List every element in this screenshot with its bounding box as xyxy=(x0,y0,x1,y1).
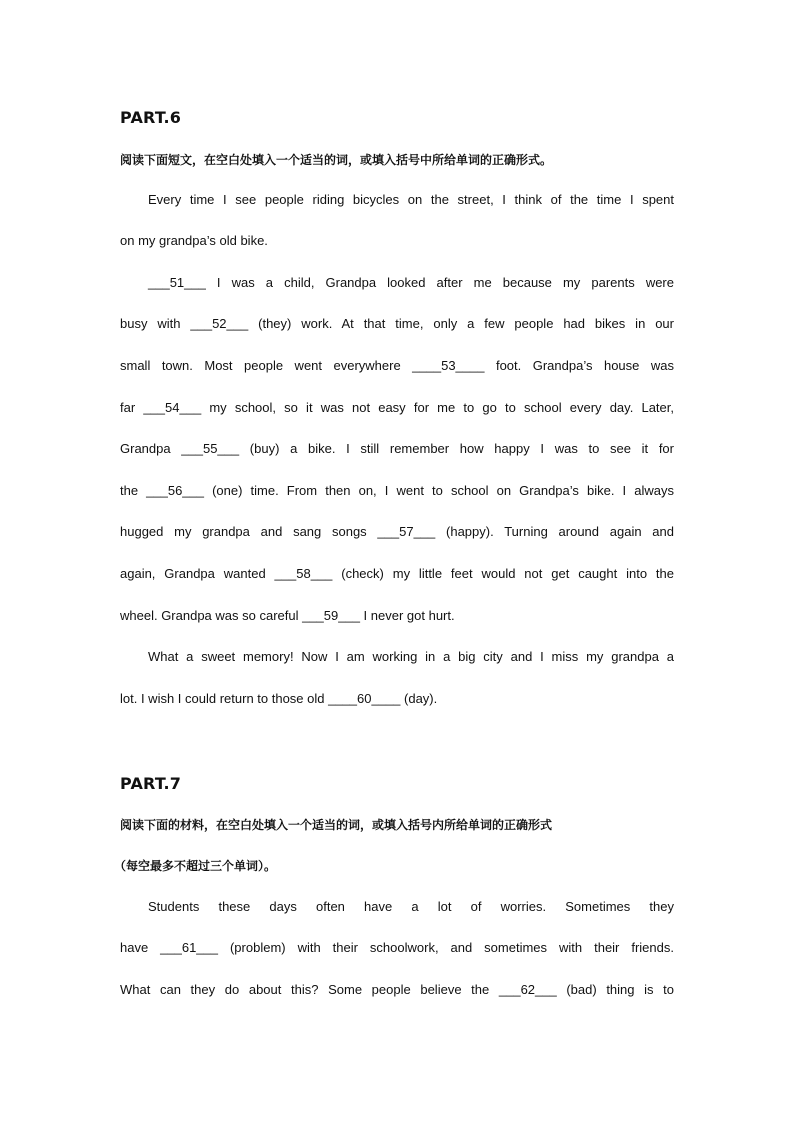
part-6-line-1: Every time I see people riding bicycles on the street, I think of the time I spent xyxy=(148,192,674,207)
part-7-title: PART.7 xyxy=(120,774,182,793)
part-6-instruction: 阅读下面短文，在空白处填入一个适当的词，或填入括号中所给单词的正确形式。 xyxy=(120,153,553,167)
part-6-line-13: lot. I wish I could return to those old ____60____ (day). xyxy=(120,691,438,706)
part-6-line-11: wheel. Grandpa was so careful ___59___ I never got hurt. xyxy=(120,608,455,623)
part-6-line-9: hugged my grandpa and sang songs ___57___ (happy). Turning around again and xyxy=(120,524,674,539)
part-7-instruction-line-1: 阅读下面的材料，在空白处填入一个适当的词，或填入括号内所给单词的正确形式 xyxy=(120,818,553,832)
part-6-line-8: the ___56___ (one) time. From then on, I went to school on Grandpa’s bike. I always xyxy=(120,483,674,498)
part-7-line-1: Students these days often have a lot of worries. Sometimes they xyxy=(148,899,674,914)
part-6-line-2: on my grandpa’s old bike. xyxy=(120,233,268,248)
part-6-line-5: small town. Most people went everywhere ____53____ foot. Grandpa’s house was xyxy=(120,358,674,373)
part-6-line-6: far ___54___ my school, so it was not easy for me to go to school every day. Later, xyxy=(120,400,674,415)
part-7-instruction-line-2: （每空最多不超过三个单词）。 xyxy=(114,859,277,873)
part-6-line-7: Grandpa ___55___ (buy) a bike. I still remember how happy I was to see it for xyxy=(120,441,674,456)
part-6-line-4: busy with ___52___ (they) work. At that time, only a few people had bikes in our xyxy=(120,316,674,331)
part-7-line-3: What can they do about this? Some people believe the ___62___ (bad) thing is to xyxy=(120,982,674,997)
part-6-line-3: ___51___ I was a child, Grandpa looked after me because my parents were xyxy=(148,275,674,290)
part-7-line-2: have ___61___ (problem) with their schoolwork, and sometimes with their friends. xyxy=(120,940,674,955)
part-6-line-10: again, Grandpa wanted ___58___ (check) my little feet would not get caught into the xyxy=(120,566,674,581)
part-6-title: PART.6 xyxy=(120,108,182,127)
part-6-line-12: What a sweet memory! Now I am working in a big city and I miss my grandpa a xyxy=(148,649,674,664)
